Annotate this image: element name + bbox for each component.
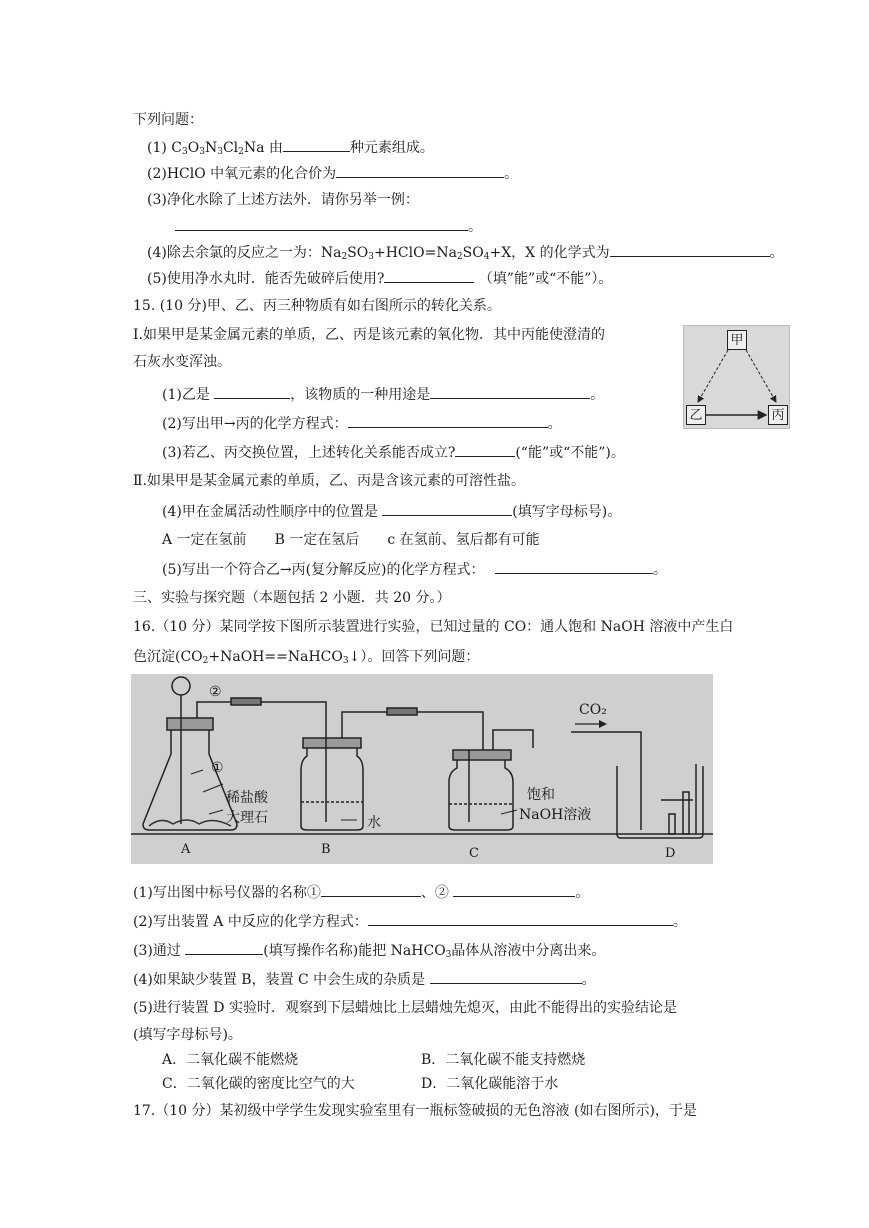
- transformation-diagram: [683, 325, 790, 429]
- answer-blank[interactable]: [384, 268, 474, 283]
- answer-blank[interactable]: [610, 242, 770, 257]
- answer-blank[interactable]: [368, 911, 673, 926]
- question-16-3: (3)通过 (填写操作名称)能把 NaHCO$_3$晶体从溶液中分离出来。: [133, 940, 605, 965]
- answer-blank[interactable]: [455, 442, 515, 457]
- option-B: B．二氧化碳不能支持燃烧: [421, 1052, 586, 1068]
- question-15-2: (2)写出甲→丙的化学方程式： 。: [162, 413, 562, 434]
- question-14-3-answer: 。: [175, 216, 482, 237]
- label-A: A: [181, 842, 191, 857]
- question-14-4: (4)除去余氯的反应之一为：$Na_2SO_3+HClO=Na_2SO_4+X$，X 的化学式为 。: [147, 242, 784, 267]
- label-dilute-hcl: 稀盐酸: [226, 790, 268, 806]
- label-co2: CO₂: [579, 702, 607, 718]
- label-2: ②: [209, 684, 222, 700]
- answer-blank[interactable]: [430, 384, 590, 399]
- question-15-5: (5)写出一个符合乙→丙(复分解反应)的化学方程式： 。: [162, 559, 667, 580]
- answer-blank[interactable]: [185, 940, 263, 955]
- question-15-1: (1)乙是 ，该物质的一种用途是 。: [162, 384, 604, 405]
- option-D: D．二氧化碳能溶于水: [421, 1076, 559, 1092]
- question-15-title: 15. (10 分)甲、乙、丙三种物质有如右图所示的转化关系。: [133, 298, 501, 314]
- question-15-3: (3)若乙、丙交换位置，上述转化关系能否成立? (“能”或“不能”)。: [162, 442, 625, 463]
- question-16-5-cont: (填写字母标号)。: [133, 1027, 242, 1043]
- question-15-part2: Ⅱ.如果甲是某金属元素的单质，乙、丙是含该元素的可溶性盐。: [133, 473, 525, 489]
- answer-blank[interactable]: [175, 216, 468, 231]
- label-naoh: NaOH溶液: [519, 807, 592, 823]
- question-14-1: (1) $C_3O_3N_3Cl_2Na$ 由 种元素组成。: [147, 137, 434, 162]
- text-line: 下列问题：: [133, 112, 203, 128]
- question-15-intro-cont: 石灰水变浑浊。: [133, 354, 231, 370]
- node-yi: 乙: [686, 405, 706, 425]
- label-B: B: [321, 842, 331, 857]
- label-saturated: 饱和: [527, 787, 555, 803]
- answer-blank[interactable]: [348, 413, 548, 428]
- answer-blank[interactable]: [382, 501, 512, 516]
- answer-blank[interactable]: [453, 882, 575, 897]
- question-15-intro: Ⅰ.如果甲是某金属元素的单质，乙、丙是该元素的氧化物．其中丙能使澄清的: [133, 327, 605, 343]
- label-marble: 大理石: [226, 810, 268, 826]
- question-16-2: (2)写出装置 A 中反应的化学方程式： 。: [133, 911, 687, 932]
- question-16-1: (1)写出图中标号仪器的名称① 、② 。: [133, 882, 589, 903]
- option-A: A．二氧化碳不能燃烧: [162, 1052, 299, 1068]
- label-1: ①: [211, 760, 224, 776]
- question-16-5: (5)进行装置 D 实验时．观察到下层蜡烛比上层蜡烛先熄灭，由此不能得出的实验结论是: [133, 1000, 677, 1016]
- question-16-4: (4)如果缺少装置 B，装置 C 中会生成的杂质是 。: [133, 969, 596, 990]
- question-16-title-cont: 色沉淀$(CO_2+NaOH==NaHCO_3↓)$。回答下列问题：: [133, 649, 480, 666]
- node-jia: 甲: [727, 330, 747, 350]
- answer-blank[interactable]: [495, 559, 653, 574]
- apparatus-diagram: [131, 674, 713, 864]
- question-14-3: (3)净化水除了上述方法外．请你另举一例：: [147, 192, 419, 208]
- label-C: C: [469, 846, 479, 861]
- question-16-title: 16.（10 分）某同学按下图所示装置进行实验，已知过量的 CO：通人饱和 NaOH 溶液中产生白: [133, 619, 734, 635]
- answer-blank[interactable]: [336, 163, 504, 178]
- answer-blank[interactable]: [321, 882, 421, 897]
- question-14-2: (2)HClO 中氧元素的化合价为 。: [147, 163, 518, 184]
- answer-blank[interactable]: [430, 969, 582, 984]
- option-C: C．二氧化碳的密度比空气的大: [162, 1076, 355, 1092]
- question-15-4-options: A 一定在氢前 B 一定在氢后 c 在氢前、氢后都有可能: [162, 532, 540, 548]
- answer-blank[interactable]: [283, 137, 350, 152]
- question-17-title: 17.（10 分）某初级中学学生发现实验室里有一瓶标签破损的无色溶液 (如右图所示)，于是: [133, 1103, 697, 1119]
- label-water: 水: [367, 815, 381, 831]
- label-D: D: [665, 846, 676, 861]
- node-bing: 丙: [768, 405, 788, 425]
- question-15-4: (4)甲在金属活动性顺序中的位置是 (填写字母标号)。: [162, 501, 621, 522]
- answer-blank[interactable]: [214, 384, 290, 399]
- section-3-title: 三、实验与探究题（本题包括 2 小题．共 20 分。）: [133, 590, 451, 606]
- question-14-5: (5)使用净水丸时．能否先破碎后使用? （填”能”或“不能”）。: [147, 268, 612, 289]
